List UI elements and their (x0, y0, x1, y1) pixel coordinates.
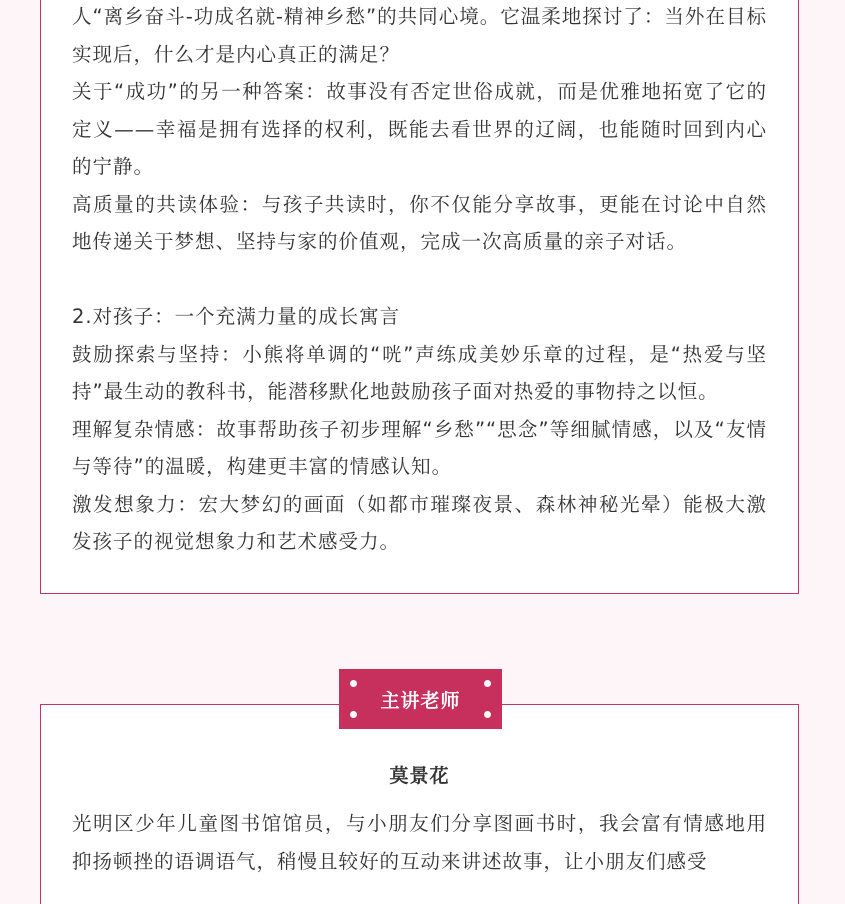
teacher-name: 莫景花 (389, 765, 450, 787)
paragraph-success-answer: 关于“成功”的另一种答案：故事没有否定世俗成就，而是优雅地拓宽了它的定义——幸福是拥有选择的权利，既能去看世界的辽阔，也能随时回到内心的宁静。 (72, 80, 767, 178)
badge-label: 主讲老师 (380, 689, 461, 712)
teacher-card (40, 704, 799, 904)
benefits-content (72, 0, 767, 561)
benefits-card (40, 0, 799, 594)
section-badge-teacher (339, 669, 502, 729)
teacher-bio-text: 光明区少年儿童图书馆馆员，与小朋友们分享图画书时，我会富有情感地用抑扬顿挫的语调语气，稍慢且较好的互动来讲述故事，让小朋友们感受 (72, 812, 767, 873)
paragraph-exploration: 鼓励探索与坚持：小熊将单调的“咣”声练成美妙乐章的过程，是“热爱与坚持”最生动的教科书，能潜移默化地鼓励孩子面对热爱的事物持之以恒。 (72, 342, 767, 403)
paragraph-imagination: 激发想象力：宏大梦幻的画面（如都市璀璨夜景、森林神秘光晕）能极大激发孩子的视觉想象力和艺术感受力。 (72, 492, 767, 553)
spacer (72, 261, 767, 299)
paragraph-parents-resonance: 人“离乡奋斗-功成名就-精神乡愁”的共同心境。它温柔地探讨了：当外在目标实现后，什么才是内心真正的满足？ (72, 5, 767, 66)
paragraph-reading-experience: 高质量的共读体验：与孩子共读时，你不仅能分享故事，更能在讨论中自然地传递关于梦想、坚持与家的价值观，完成一次高质量的亲子对话。 (72, 192, 767, 253)
teacher-bio (72, 805, 767, 880)
section-heading-for-children: 2.对孩子：一个充满力量的成长寓言 (72, 305, 401, 328)
paragraph-emotions: 理解复杂情感：故事帮助孩子初步理解“乡愁”“思念”等细腻情感，以及“友情与等待”的温暖，构建更丰富的情感认知。 (72, 417, 767, 478)
